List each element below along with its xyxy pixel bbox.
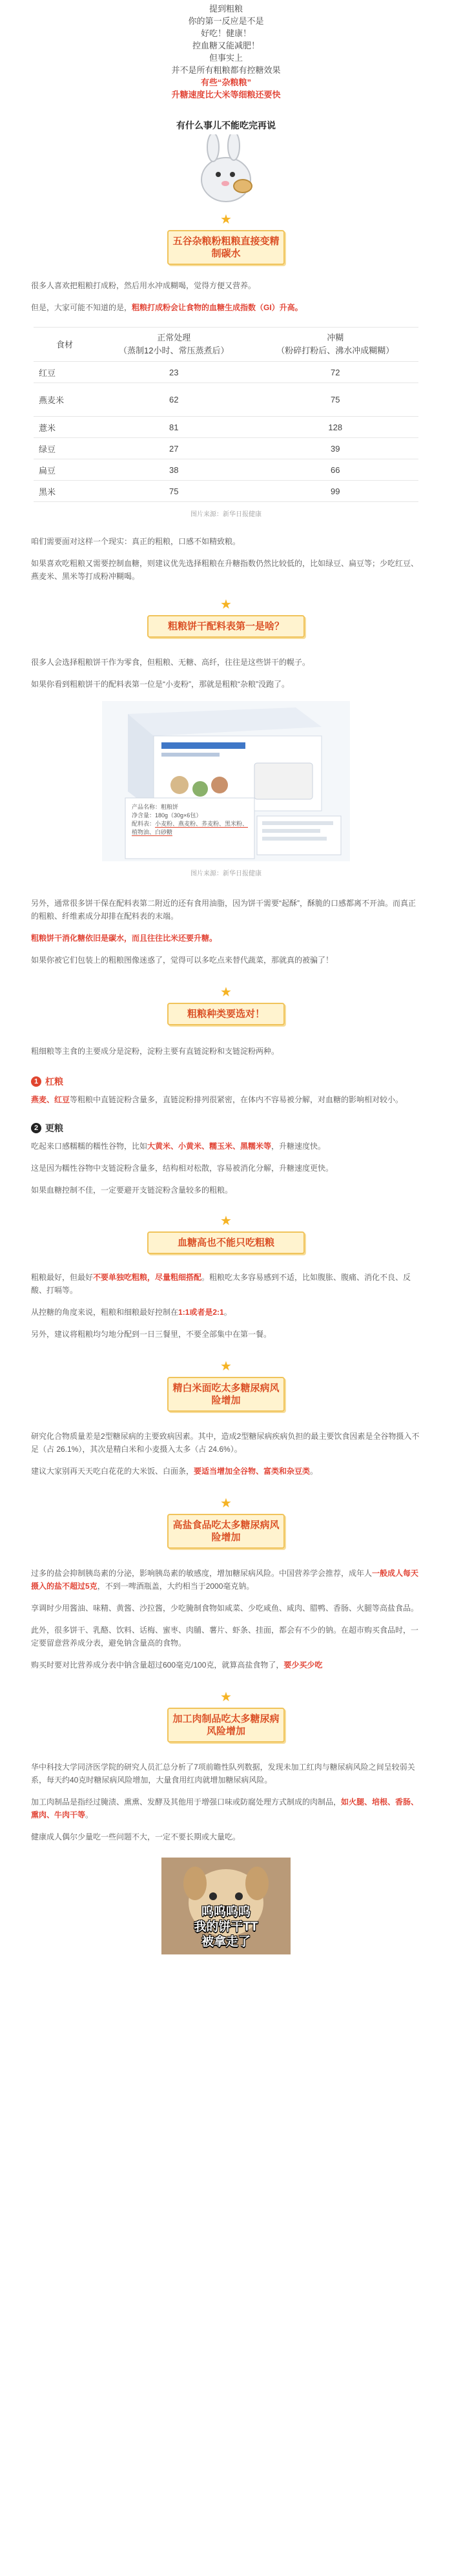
product-value: 小麦粉、燕麦粉、荞麦粉、黑米粉、植物油、白砂糖 [132,821,249,835]
text-span: ，升糖速度快。 [271,1141,326,1151]
table-cell: 81 [96,417,252,438]
table-cell: 99 [252,481,418,502]
paragraph: 享调时少用酱油、味精、黄酱、沙拉酱，少吃腌制食物如咸菜、少吃咸鱼、咸肉、腊鸭、香肠、火腿等高盐食品。 [31,1603,419,1613]
table-cell: 黑米 [34,481,96,502]
table-row [34,438,418,459]
table-cell: 75 [252,383,418,417]
highlight-text: 如火腿、培根、香肠、熏肉、牛肉干等 [31,1797,419,1819]
text-span: 建议大家别再天天吃白花花的大米饭、白面条， [31,1466,194,1476]
highlight-text: 粗粮打成粉会让食物的血糖生成指数（GI）升高。 [132,303,303,312]
table-cell: 75 [96,481,252,502]
header-title: 冲糊 [327,333,344,342]
table-row [34,383,418,417]
table-cell: 38 [96,459,252,481]
paragraph: 粗细粮等主食的主要成分是淀粉，淀粉主要有直链淀粉和支链淀粉两种。 [31,1047,280,1056]
paragraph: 另外，建议将粗粮均匀地分配到一日三餐里，不要全部集中在第一餐。 [31,1329,272,1339]
paragraph: 如果你被它们包装上的粗粮图像迷惑了，觉得可以多吃点来替代蔬菜，那就真的被骗了！ [31,956,334,965]
text-span: 。 [85,1810,94,1819]
paragraph: 这是因为糯性谷物中支链淀粉含量多，结构相对松散，容易被消化分解，升糖速度更快。 [31,1163,334,1173]
highlight-text: 粗粮饼干消化糖依旧是碳水，而且往往比米还要升糖。 [31,934,218,943]
table-cell: 薏米 [34,417,96,438]
intro-line: 控血糖又能减肥！ [192,41,260,50]
highlight-text: 1:1或者是2:1 [178,1307,224,1317]
text-span: 等粗粮中直链淀粉含量多，直链淀粉排列很紧密，在体内不容易被分解，对血糖的影响相对较小。 [70,1095,404,1105]
paragraph: 咱们需要面对这样一个现实：真正的粗粮，口感不如精致粮。 [31,537,241,546]
paragraph: 华中科技大学同济医学院的研究人员汇总分析了7项前瞻性队列数据，发现未加工红肉与糖尿病风险之间呈较弱关系，每天约40克时糖尿病风险增加，大量食用红肉就增加糖尿病风险。 [31,1762,415,1785]
table-row [34,459,418,481]
product-box-image [102,701,350,861]
paragraph: 如果血糖控制不佳，一定要避开支链淀粉含量较多的粗粮。 [31,1185,233,1195]
number-badge-1: 1 [31,1076,41,1087]
paragraph: 如果喜欢吃粗粮又需要控制血糖，则建议优先选择粗粮在升糖指数仍然比较低的，比如绿豆、扁豆等；少吃红豆、燕麦米、黑米等打成粉冲糊喝。 [31,559,419,581]
intro-line: 好吃！健康！ [200,28,251,38]
text-span: 。 [223,1307,232,1317]
text-span: 。 [310,1466,318,1476]
star-icon: ★ [220,1213,232,1228]
product-label: 净含量： [132,812,156,819]
table-row [34,481,418,502]
paragraph: 此外，很多饼干、乳酪、饮料、话梅、蜜枣、肉脯、薯片、虾条、挂面，都会有不少的钠。在超市购买食品时，一定要留意营养成分表，避免钠含量高的食物。 [31,1625,419,1648]
gi-table [34,327,418,502]
table-header: 食材 [34,328,96,362]
table-cell: 红豆 [34,362,96,383]
star-icon: ★ [220,213,232,227]
section-heading: 精白米面吃太多糖尿病风险增加 [167,1377,285,1412]
intro-line: 并不是所有粗粮都有控糖效果 [171,65,281,75]
paragraph [31,1796,421,1821]
intro-highlight: 有些“杂粮粮” [200,78,251,87]
image-caption: 图片来源：新华日报健康 [190,511,262,518]
star-icon: ★ [220,1359,232,1374]
section-heading: 粗粮种类要选对！ [167,1003,285,1025]
highlight-text: 大黄米、小黄米、糯玉米、黑糯米等 [147,1141,272,1151]
product-name-row [132,803,252,812]
highlight-text: 要适当增加全谷物、富类和杂豆类 [194,1466,311,1476]
image-caption: 图片来源：新华日报健康 [190,870,262,877]
table-cell: 128 [252,417,418,438]
number-badge-2: 2 [31,1123,41,1133]
table-cell: 绿豆 [34,438,96,459]
dog-meme-image [161,1858,291,1954]
star-icon: ★ [220,985,232,1000]
header-subtitle: （粉碎打粉后、沸水冲成糊糊） [276,346,395,355]
text-span: 。粗粮吃太多容易感到不适，比如腹胀、腹痛、消化不良、反酸、打嗝等。 [31,1272,411,1295]
text-span: 过多的盐会抑制胰岛素的分泌，影响胰岛素的敏感度，增加糖尿病风险。中国营养学会推荐，成年人 [31,1568,373,1578]
table-cell: 66 [252,459,418,481]
meme-line: 呜呜呜呜 [201,1905,251,1919]
table-row [34,417,418,438]
table-cell: 62 [96,383,252,417]
star-icon: ★ [220,1496,232,1511]
paragraph: 很多人喜欢把粗粮打成粉，然后用水冲成糊喝，觉得方便又营养。 [31,281,256,290]
product-label: 产品名称： [132,804,161,810]
sticker-text: 有什么事儿不能吃完再说 [176,120,276,131]
text-span: ，不到一啤酒瓶盖，大约相当于2000毫克钠。 [97,1581,254,1591]
highlight-text: 要少买少吃 [283,1660,323,1670]
paragraph [31,1093,421,1106]
paragraph: 另外，通常很多饼干保在配料表第二附近的还有食用油脂，因为饼干需要“起酥”，酥脆的口感都离不开油。而真正的粗粮、纤维素成分却排在配料表的末端。 [31,899,416,921]
product-value: 粗粮饼 [161,804,179,810]
star-icon: ★ [220,598,232,612]
section-heading: 高盐食品吃太多糖尿病风险增加 [167,1514,285,1549]
subheading [31,1074,421,1088]
paragraph: 如果你看到粗粮饼干的配料表第一位是“小麦粉”，那就是粗粮“杂粮”没跑了。 [31,680,289,689]
section-heading: 五谷杂粮粉粗粮直接变精制碳水 [167,230,285,265]
paragraph [31,1271,421,1297]
paragraph [31,301,421,314]
subheading [31,1120,421,1134]
text-span: 购买时要对比营养成分表中钠含量超过600毫克/100克，就算高盐食物了， [31,1660,284,1670]
table-header [252,328,418,362]
table-cell: 23 [96,362,252,383]
highlight-text: 不要单独吃粗粮，尽量粗细搭配 [93,1272,202,1282]
meme-line: 我的饼干TT [194,1920,258,1934]
highlight-text: 一般成人每天摄入的盐不超过5克 [31,1568,419,1591]
paragraph: 健康成人偶尔少量吃一些问题不大，一定不要长期或大量吃。 [31,1832,241,1841]
section-heading: 粗粮饼干配料表第一是啥？ [147,615,305,638]
header-subtitle: （蒸制12小时、常压蒸煮后） [119,346,229,355]
intro [0,0,452,101]
bunny-sticker [171,120,281,205]
star-icon: ★ [220,1690,232,1704]
section-heading: 加工肉制品吃太多糖尿病风险增加 [167,1708,285,1743]
intro-line: 你的第一反应是不是 [188,16,264,26]
text-span: 粗粮最好，但最好 [31,1272,94,1282]
product-ingredients-row [132,820,252,837]
paragraph [31,1567,421,1593]
text-span: 从控糖的角度来说，粗粮和细粮最好控制在 [31,1307,179,1317]
paragraph [31,1465,421,1478]
paragraph [31,1659,421,1671]
paragraph: 很多人会选择粗粮饼干作为零食，但粗粮、无糖、高纤，往往是这些饼干的幌子。 [31,658,311,667]
table-cell: 27 [96,438,252,459]
section-heading: 血糖高也不能只吃粗粮 [147,1231,305,1254]
intro-line: 提到粗粮 [209,4,243,14]
product-label: 配料表： [132,821,156,827]
table-header [96,328,252,362]
table-cell: 39 [252,438,418,459]
table-header-row [34,328,418,362]
table-cell: 72 [252,362,418,383]
bunny-sticker-image [187,134,265,205]
subheading-text: 杠粮 [45,1076,63,1087]
intro-highlight: 升糖速度比大米等细粮还要快 [171,90,281,99]
product-value: 180g（30g×6包） [155,812,202,819]
table-cell: 扁豆 [34,459,96,481]
meme-caption [161,1905,291,1949]
text-span: 加工肉制品是指经过腌渍、熏熏、发酵及其他用于增强口味或防腐处理方式制成的肉制品， [31,1797,342,1806]
highlight-text: 燕麦、红豆 [31,1095,70,1105]
table-cell: 燕麦米 [34,383,96,417]
product-net-row [132,812,252,820]
intro-line: 但事实上 [209,53,243,63]
subheading-text: 更粮 [45,1122,63,1133]
paragraph: 研究化合物质量差是2型糖尿病的主要致病因素。其中，造成2型糖尿病疾病负担的最主要饮食因素是全谷物摄入不足（占 26.1%），其次是精白米和小麦摄入太多（占 24.6%）。 [31,1431,420,1454]
text-span: 吃起来口感糯糯的糯性谷物，比如 [31,1141,148,1151]
header-title: 正常处理 [157,333,191,342]
paragraph [31,932,421,945]
table-row [34,362,418,383]
meme-line: 被拿走了 [201,1934,251,1949]
paragraph [31,1306,421,1319]
text-span: 但是，大家可能不知道的是， [31,303,132,312]
paragraph [31,1140,421,1153]
